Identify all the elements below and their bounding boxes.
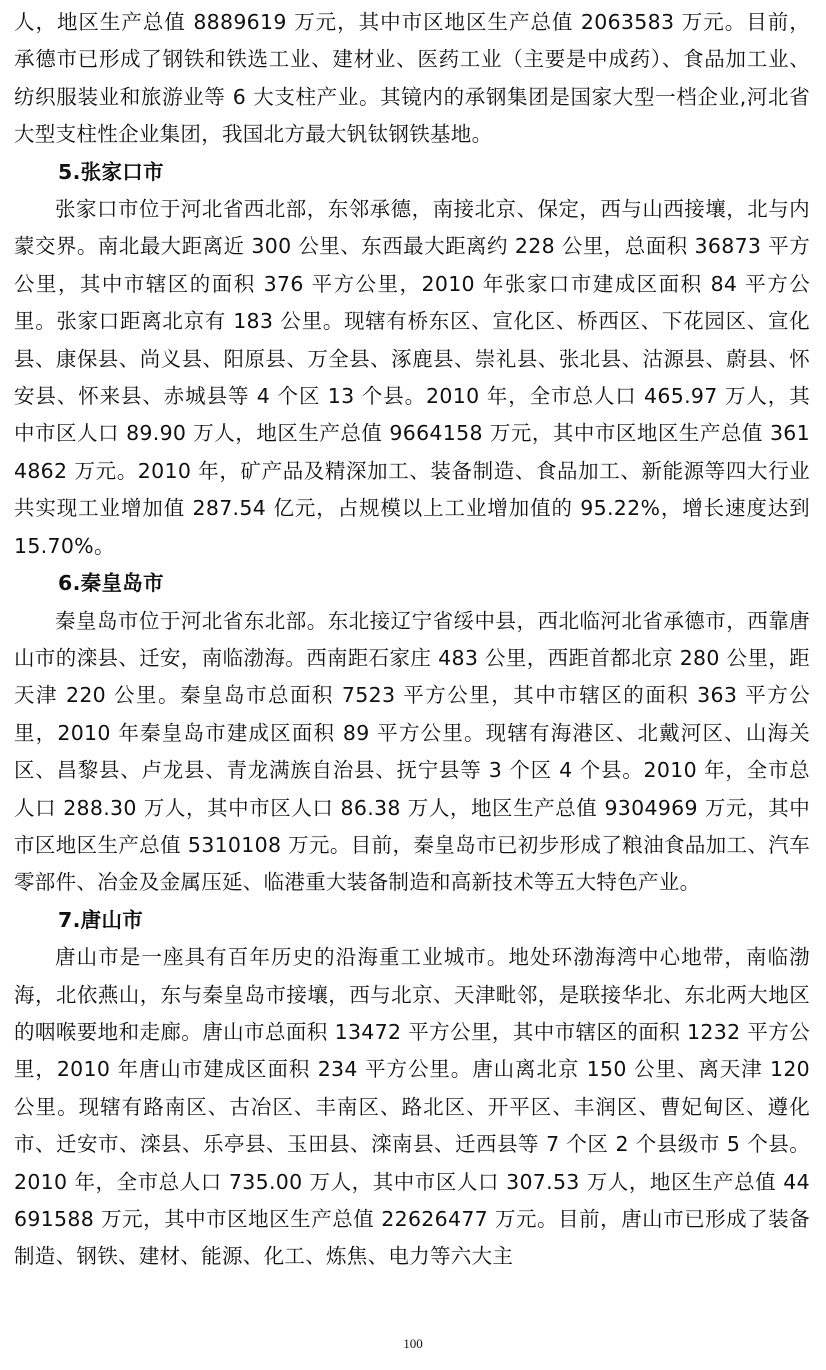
paragraph-qinhuangdao: 秦皇岛市位于河北省东北部。东北接辽宁省绥中县，西北临河北省承德市，西靠唐山市的滦县、迁安，南临渤海。西南距石家庄 483 公里，西距首都北京 280 公里，距天津 220 公里。秦皇岛市总面积 7523 平方公里，其中市辖区的面积 363 平方公里，2010 年秦皇岛市建成区面积 89 平方公里。现辖有海港区、北戴河区、山海关区、昌黎县、卢龙县、青龙满族自治县、抚宁县等 3 个区 4 个县。2010 年，全市总人口 288.30 万人，其中市区人口 86.38 万人，地区生产总值 9304969 万元，其中市区地区生产总值 5310108 万元。目前，秦皇岛市已初步形成了粮油食品加工、汽车零部件、冶金及金属压延、临港重大装备制造和高新技术等五大特色产业。 [14,608,810,895]
page-number: 100 [403,1336,423,1351]
section-heading-tangshan: 7.唐山市 [58,907,144,932]
paragraph-tangshan: 唐山市是一座具有百年历史的沿海重工业城市。地处环渤海湾中心地带，南临渤海，北依燕山，东与秦皇岛市接壤，西与北京、天津毗邻，是联接华北、东北两大地区的咽喉要地和走廊。唐山市总面积 13472 平方公里，其中市辖区的面积 1232 平方公里，2010 年唐山市建成区面积 234 平方公里。唐山离北京 150 公里、离天津 120 公里。现辖有路南区、古冶区、丰南区、路北区、开平区、丰润区、曹妃甸区、遵化市、迁安市、滦县、乐亭县、玉田县、滦南县、迁西县等 7 个区 2 个县级市 5 个县。2010 年，全市总人口 735.00 万人，其中市区人口 307.53 万人，地区生产总值 44691588 万元，其中市区地区生产总值 22626477 万元。目前，唐山市已形成了装备制造、钢铁、建材、能源、化工、炼焦、电力等六大主 [14,945,810,1269]
document-page [14,4,810,1276]
section-heading-zhangjiakou: 5.张家口市 [58,159,164,184]
paragraph-chengde-continued: 人，地区生产总值 8889619 万元，其中市区地区生产总值 2063583 万元。目前，承德市已形成了钢铁和铁选工业、建材业、医药工业（主要是中成药）、食品加工业、纺织服装业和旅游业等 6 大支柱产业。其镜内的承钢集团是国家大型一档企业,河北省大型支柱性企业集团，我国北方最大钒钛钢铁基地。 [14,10,810,147]
paragraph-zhangjiakou: 张家口市位于河北省西北部，东邻承德，南接北京、保定，西与山西接壤，北与内蒙交界。南北最大距离近 300 公里、东西最大距离约 228 公里，总面积 36873 平方公里，其中市辖区的面积 376 平方公里，2010 年张家口市建成区面积 84 平方公里。张家口距离北京有 183 公里。现辖有桥东区、宣化区、桥西区、下花园区、宣化县、康保县、尚义县、阳原县、万全县、涿鹿县、崇礼县、张北县、沽源县、蔚县、怀安县、怀来县、赤城县等 4 个区 13 个县。2010 年，全市总人口 465.97 万人，其中市区人口 89.90 万人，地区生产总值 9664158 万元，其中市区地区生产总值 3614862 万元。2010 年，矿产品及精深加工、装备制造、食品加工、新能源等四大行业共实现工业增加值 287.54 亿元，占规模以上工业增加值的 95.22%，增长速度达到 15.70%。 [14,197,810,558]
section-heading-qinhuangdao: 6.秦皇岛市 [58,571,164,596]
